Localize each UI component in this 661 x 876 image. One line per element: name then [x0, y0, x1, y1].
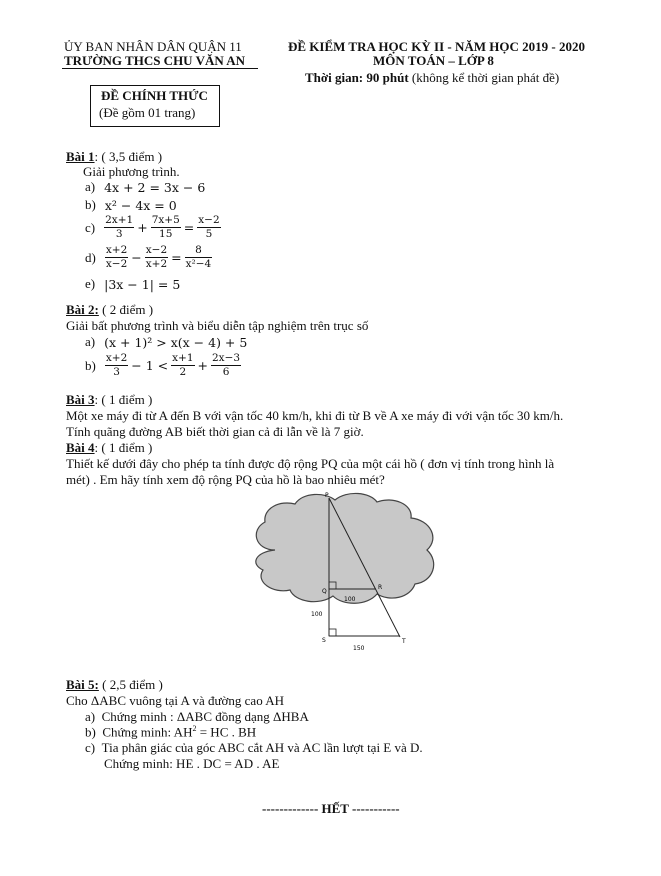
bai1-c-label: c) [85, 219, 96, 235]
bai4-title: Bài 4 [66, 440, 95, 455]
bai1-d-eq: = [171, 250, 182, 265]
bai3-line1: Một xe máy đi từ A đến B với vận tốc 40 km/h, khi đi từ B về A xe máy đi với vận tốc 30 km/h. [66, 408, 564, 423]
label-t: T [402, 638, 406, 645]
bai4-points: : ( 1 điểm ) [94, 440, 153, 455]
bai1-d [85, 244, 212, 271]
bai1-c-frac1: $\frac{2x+1}{3}$ [105, 214, 134, 240]
bai1-e-expr: |3x − 1| = 5 [104, 276, 181, 292]
bai2-b [85, 352, 241, 379]
bai3-title: Bài 3 [66, 392, 95, 407]
bai1-d-frac1: $\frac{x+2}{x-2}$ [105, 244, 128, 270]
bai1-c-frac2: $\frac{7x+5}{15}$ [151, 214, 180, 240]
bai1-heading [66, 149, 162, 165]
length-qs: 100 [311, 611, 323, 618]
bai2-a [85, 334, 247, 350]
bai2-b-frac2: $\frac{x+1}{2}$ [172, 352, 194, 378]
bai1-b-expr: x² − 4x = 0 [104, 197, 177, 213]
bai2-b-label: b) [85, 357, 96, 373]
lake-figure [245, 490, 445, 660]
bai1-title: Bài 1 [66, 149, 95, 164]
bai4-line1: Thiết kế dưới đây cho phép ta tính được độ rộng PQ của một cái hồ ( đơn vị tính trong hình là [66, 456, 555, 471]
bai5-a-label: a) [85, 709, 96, 724]
bai2-prompt: Giải bất phương trình và biểu diễn tập nghiệm trên trục số [66, 318, 369, 333]
bai1-a-label: a) [85, 179, 96, 194]
bai5-a-text: Chứng minh : ΔABC đồng dạng ΔHBA [101, 709, 309, 724]
bai5-b-label: b) [85, 724, 96, 740]
bai1-d-frac2: $\frac{x-2}{x+2}$ [145, 244, 168, 270]
label-r: R [378, 584, 383, 591]
bai5-intro: Cho ΔABC vuông tại A và đường cao AH [66, 693, 284, 708]
length-st: 150 [353, 645, 365, 652]
label-s: S [322, 637, 326, 644]
bai2-a-label: a) [85, 334, 96, 349]
bai1-a-expr: 4x + 2 = 3x − 6 [104, 179, 206, 195]
bai5-c-text: Tia phân giác của góc ABC cắt AH và AC lần lượt tại E và D. [101, 740, 423, 755]
official-title: ĐỀ CHÍNH THỨC [101, 88, 208, 103]
school-underline [62, 68, 258, 69]
right-angle-s [329, 629, 336, 636]
bai4-heading [66, 440, 152, 456]
bai1-d-op: − [131, 250, 142, 265]
bai2-b-frac3: $\frac{2x-3}{6}$ [212, 352, 241, 378]
bai5-a [85, 709, 309, 725]
bai1-points: : ( 3,5 điểm ) [94, 149, 163, 164]
district-name: ỦY BAN NHÂN DÂN QUẬN 11 [64, 39, 242, 54]
exam-time [305, 70, 559, 86]
bai1-d-frac3: $\frac{8}{\text{x²−4}}$ [185, 244, 212, 270]
bai5-b-text-post: = HC . BH [196, 724, 257, 740]
bai3-line2: Tính quãng đường AB biết thời gian cả đi lẫn về là 7 giờ. [66, 424, 364, 439]
label-p: P [325, 492, 329, 499]
bai1-prompt: Giải phương trình. [83, 164, 180, 179]
bai1-c [85, 214, 221, 241]
bai5-title: Bài 5: [66, 677, 99, 692]
bai2-points: ( 2 điểm ) [98, 302, 154, 317]
bai5-b-sup: 2 [192, 724, 197, 733]
bai1-c-op: + [137, 220, 148, 235]
lake-cloud [256, 493, 434, 603]
bai2-b-frac1: $\frac{x+2}{3}$ [105, 352, 128, 378]
bai3-points: : ( 1 điểm ) [94, 392, 153, 407]
bai1-a [85, 179, 205, 195]
official-note: (Đề gồm 01 trang) [99, 105, 196, 120]
bai1-b [85, 197, 177, 213]
bai2-heading [66, 302, 153, 318]
bai2-a-expr: (x + 1)² > x(x − 4) + 5 [104, 334, 248, 350]
time-note: (không kể thời gian phát đề) [411, 70, 560, 85]
bai1-b-label: b) [85, 197, 96, 212]
bai1-c-frac3: $\frac{x-2}{5}$ [198, 214, 220, 240]
exam-title: ĐỀ KIỂM TRA HỌC KỲ II - NĂM HỌC 2019 - 2020 [288, 39, 585, 54]
label-q: Q [322, 588, 327, 595]
bai1-e [85, 276, 180, 292]
school-name: TRƯỜNG THCS CHU VĂN AN [64, 53, 246, 68]
bai2-b-mid: − 1 < [131, 358, 169, 373]
bai5-b [85, 724, 256, 740]
bai5-c-line2: Chứng minh: HE . DC = AD . AE [104, 756, 280, 771]
bai2-title: Bài 2: [66, 302, 99, 317]
bai5-c [85, 740, 423, 756]
time-label: Thời gian: 90 phút [305, 70, 409, 85]
bai1-d-label: d) [85, 249, 96, 265]
subject-title: MÔN TOÁN – LỚP 8 [373, 53, 494, 68]
bai5-heading [66, 677, 163, 693]
bai5-b-text-pre: Chứng minh: AH [102, 724, 193, 740]
bai5-c-label: c) [85, 740, 96, 755]
bai4-line2: mét) . Em hãy tính xem độ rộng PQ của hồ là bao nhiêu mét? [66, 472, 385, 487]
bai3-heading [66, 392, 152, 408]
bai2-b-op: + [197, 358, 208, 373]
bai1-e-label: e) [85, 276, 96, 291]
length-qr: 100 [344, 596, 356, 603]
bai1-c-eq: = [183, 220, 195, 235]
end-marker: ------------- HẾT ----------- [262, 801, 400, 816]
bai5-points: ( 2,5 điểm ) [98, 677, 163, 692]
